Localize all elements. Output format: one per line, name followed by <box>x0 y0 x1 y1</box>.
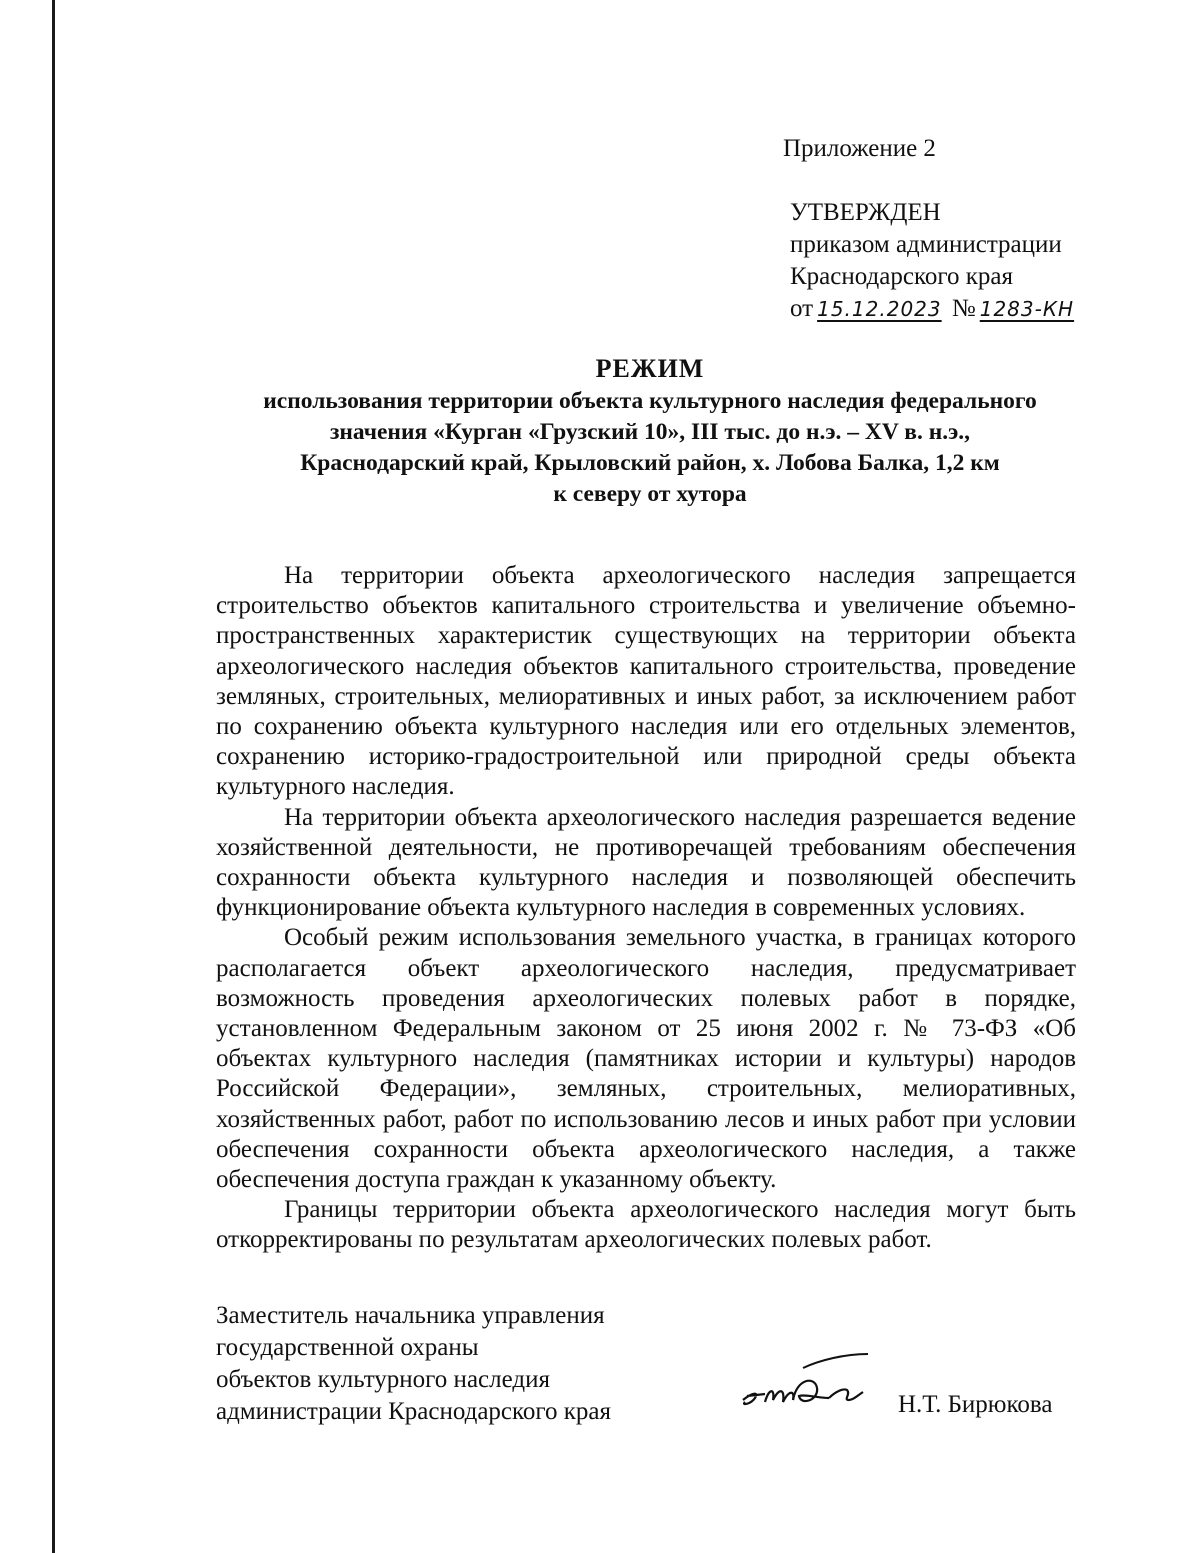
order-line-1: приказом администрации <box>790 231 1062 258</box>
page-edge-line <box>52 0 55 1553</box>
order-line-2: Краснодарского края <box>790 263 1013 290</box>
signer-name: Н.Т. Бирюкова <box>898 1391 1053 1418</box>
title-line-4: к северу от хутора <box>553 481 747 507</box>
paragraph-boundaries: Границы территории объекта археологического наследия могут быть откорректированы по результатам археологических полевых работ. <box>216 1196 1076 1254</box>
signer-line-1: Заместитель начальника управления <box>216 1302 605 1329</box>
title-line-2: значения «Курган «Грузский 10», III тыс. до н.э. – XV в. н.э., <box>329 419 971 445</box>
number-value: 1283-КН <box>979 297 1075 321</box>
approval-block <box>790 197 1078 325</box>
number-prefix: № <box>951 295 976 322</box>
paragraph-special-regime: Особый режим использования земельного участка, в границах которого располагается объект археологического наследия, предусматривает возможность проведения археологических полевых работ в порядке, установленном Федеральным законом от 25 июня 2002 г. № 73-ФЗ «Об объектах культурного наследия (памятниках истории и культуры) народов Российской Федерации», земляных, строительных, мелиоративных, хозяйственных работ, работ по использованию лесов и иных работ при условии обеспечения сохранности объекта археологического наследия, а также обеспечения доступа граждан к указанному объекту. <box>216 924 1076 1194</box>
signer-line-4: администрации Краснодарского края <box>216 1398 612 1425</box>
handwritten-signature <box>735 1348 875 1418</box>
approved-label: УТВЕРЖДЕН <box>790 199 941 226</box>
date-value: 15.12.2023 <box>817 297 942 321</box>
signer-position <box>216 1300 611 1428</box>
paragraph-prohibition: На территории объекта археологического наследия запрещается строительство объектов капитального строительства и увеличение объемно-пространственных характеристик существующих на территории объекта археологического наследия объектов капитального строительства, проведение земляных, строительных, мелиоративных и иных работ, за исключением работ по сохранению объекта культурного наследия или его отдельных элементов, сохранению историко-градостроительной или природной среды объекта культурного наследия. <box>216 562 1076 801</box>
date-prefix: от <box>790 295 814 322</box>
paragraph-permission: На территории объекта археологического наследия разрешается ведение хозяйственной деятельности, не противоречащей требованиям обеспечения сохранности объекта культурного наследия и позволяющей обеспечить функционирование объекта культурного наследия в современных условиях. <box>216 803 1076 922</box>
appendix-label: Приложение 2 <box>783 135 936 162</box>
title-line-3: Краснодарский край, Крыловский район, х. Лобова Балка, 1,2 км <box>300 450 1000 476</box>
body-text <box>216 561 1076 1256</box>
document-title <box>215 352 1085 510</box>
title-line-1: использования территории объекта культурного наследия федерального <box>263 388 1037 414</box>
signer-line-2: государственной охраны <box>216 1334 479 1361</box>
order-date-number-line <box>790 293 1078 325</box>
signer-line-3: объектов культурного наследия <box>216 1366 550 1393</box>
title-main: РЕЖИМ <box>595 354 705 383</box>
